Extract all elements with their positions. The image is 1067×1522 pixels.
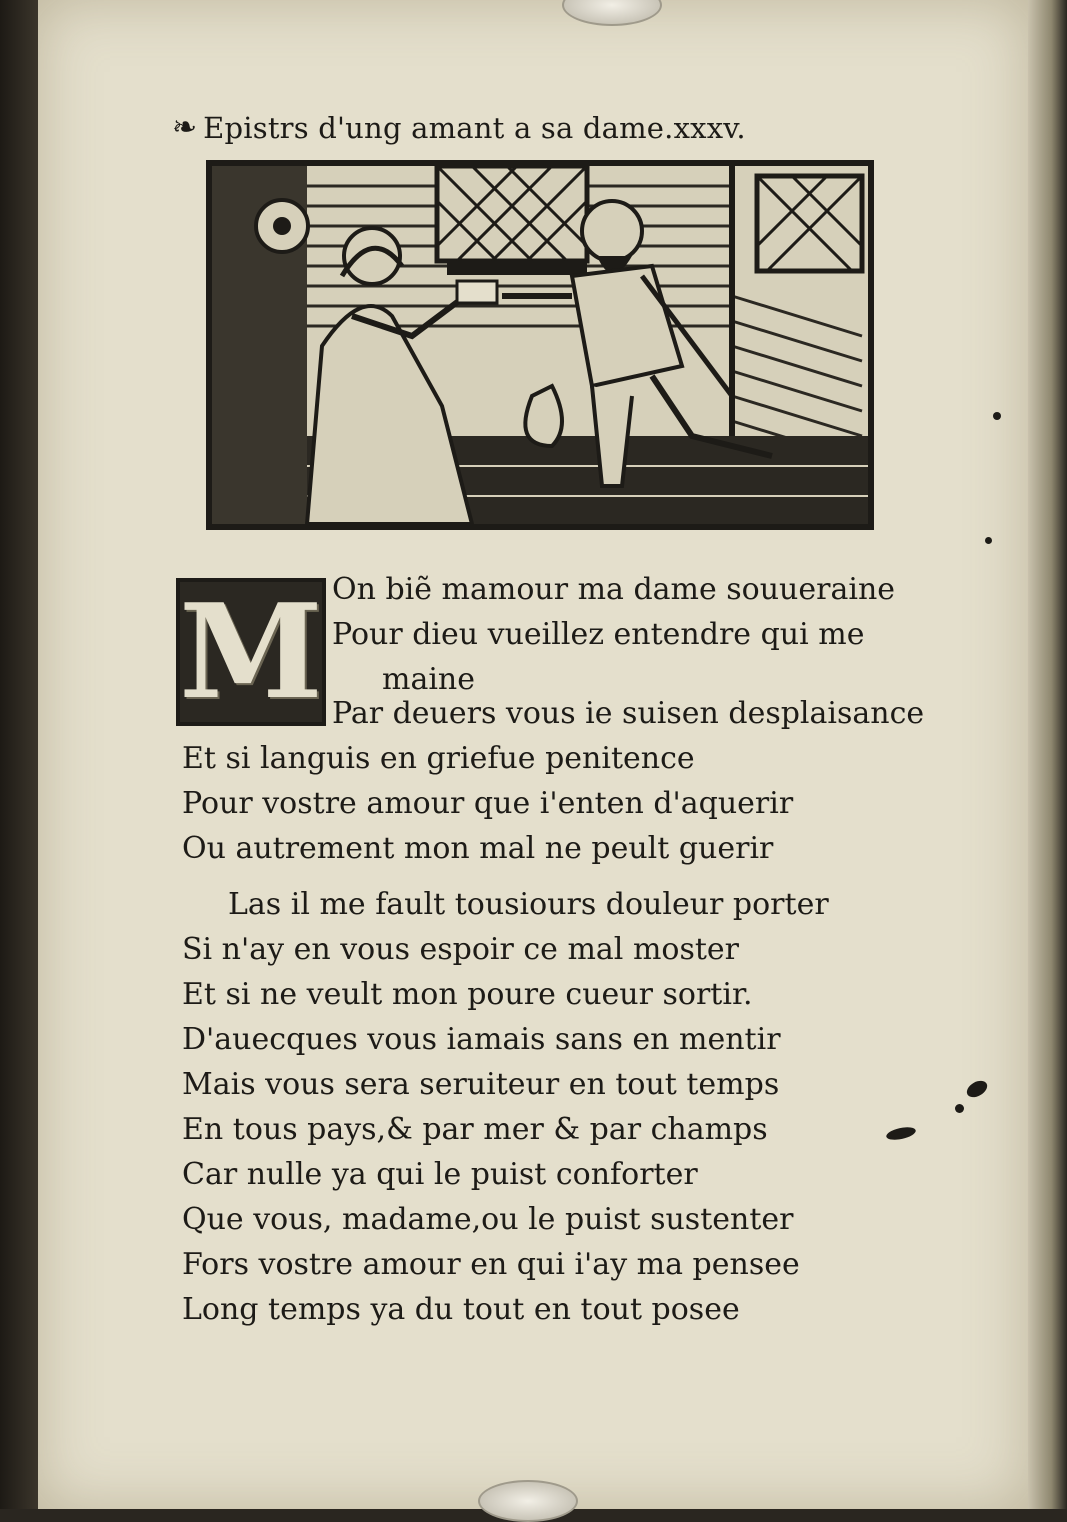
- woodcut-image: [212, 166, 868, 524]
- fleuron-icon: ❧: [172, 110, 198, 145]
- ink-blot: [985, 537, 992, 544]
- verse-line: On biẽ mamour ma dame souueraine: [332, 572, 896, 607]
- verse-line: Ou autrement mon mal ne peult guerir: [182, 831, 774, 866]
- verse-line: Par deuers vous ie suisen desplaisance: [332, 696, 925, 731]
- verse-line: Long temps ya du tout en tout posee: [182, 1292, 740, 1327]
- verse-line: Pour vostre amour que i'enten d'aquerir: [182, 786, 794, 821]
- verse-line: Si n'ay en vous espoir ce mal moster: [182, 932, 739, 967]
- verse-line: Et si ne veult mon poure cueur sortir.: [182, 977, 753, 1012]
- verse-line: Las il me fault tousiours douleur porter: [228, 887, 829, 922]
- running-title: Epistrs d'ung amant a sa dame.xxxv.: [203, 111, 746, 145]
- verse-line: Car nulle ya qui le puist conforter: [182, 1157, 698, 1192]
- stanza-one-continuation: [182, 696, 925, 871]
- verse-line: Que vous, madame,ou le puist sustenter: [182, 1202, 794, 1237]
- stanza-one-opening: [332, 567, 895, 702]
- verse-line: Mais vous sera seruiteur en tout temps: [182, 1067, 780, 1102]
- page-clip-bottom: [478, 1480, 578, 1522]
- binding-gutter: [0, 0, 38, 1509]
- verse-line: En tous pays,& par mer & par champs: [182, 1112, 768, 1147]
- verse-line: Fors vostre amour en qui i'ay ma pensee: [182, 1247, 800, 1282]
- page-header: [172, 106, 812, 150]
- woodcut-illustration: [206, 160, 874, 530]
- initial-letter: M: [179, 575, 323, 728]
- verse-line: maine: [382, 662, 476, 697]
- stanza-two: [182, 882, 829, 1332]
- verse-line: Et si languis en griefue penitence: [182, 741, 695, 776]
- verse-line: Pour dieu vueillez entendre qui me: [332, 617, 865, 652]
- verse-line: D'auecques vous iamais sans en mentir: [182, 1022, 781, 1057]
- ink-blot: [955, 1104, 964, 1113]
- page-edge: [1028, 0, 1067, 1509]
- ink-blot: [993, 412, 1001, 420]
